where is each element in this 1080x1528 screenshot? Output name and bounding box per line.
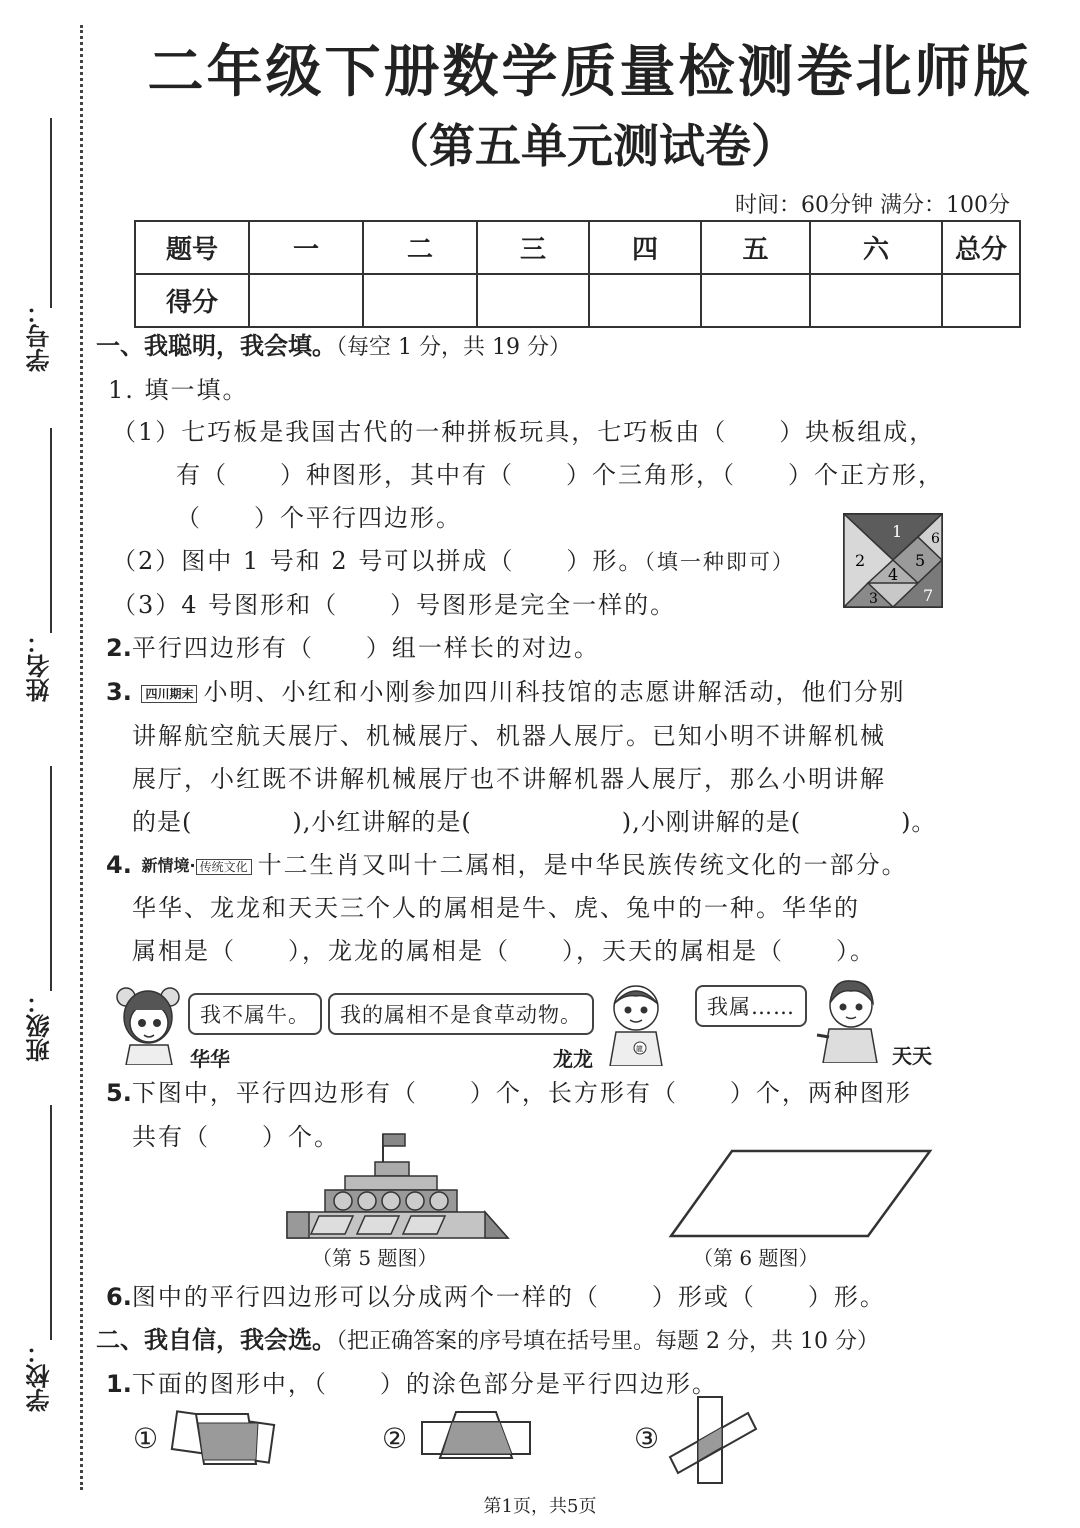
score-cell: 六 bbox=[810, 221, 942, 274]
score-cell: 总分 bbox=[942, 221, 1020, 274]
q6-number: 6. bbox=[106, 1283, 132, 1311]
q6-figure-caption: （第 6 题图） bbox=[693, 1246, 819, 1270]
longlong-boy-illustration bbox=[600, 978, 670, 1066]
q6-text: 图中的平行四边形可以分成两个一样的（ ）形或（ ）形。 bbox=[131, 1283, 886, 1311]
q3-line3: 展厅，小红既不讲解机械展厅也不讲解机器人展厅，那么小明讲解 bbox=[132, 765, 886, 793]
xuexiao-label: 学校： bbox=[26, 1340, 54, 1412]
huahua-girl-illustration bbox=[112, 975, 187, 1065]
q5-number: 5. bbox=[106, 1079, 132, 1107]
xingming-label: 姓名： bbox=[26, 630, 54, 702]
s2-q1-number: 1. bbox=[106, 1370, 132, 1398]
q2-number: 2. bbox=[106, 634, 132, 662]
q4-line1 bbox=[106, 845, 908, 880]
q3-line2: 讲解航空航天展厅、机械展厅、机器人展厅。已知小明不讲解机械 bbox=[132, 722, 886, 750]
section-1-title: 一、我聪明，我会填。 bbox=[96, 332, 336, 360]
q1-p2-text: （2）图中 1 号和 2 号可以拼成（ ）形。 bbox=[112, 547, 645, 575]
section-1-note: （每空 1 分，共 19 分） bbox=[336, 335, 571, 360]
tangram-label: 5 bbox=[915, 551, 926, 570]
q3-line4: 的是( ),小红讲解的是( ),小刚讲解的是( )。 bbox=[132, 808, 937, 836]
q1-p1-line3: （ ）个平行四边形。 bbox=[176, 504, 462, 532]
score-input-cell[interactable] bbox=[477, 274, 589, 327]
score-table bbox=[134, 220, 1021, 328]
q4-text: 十二生肖又叫十二属相，是中华民族传统文化的一部分。 bbox=[257, 851, 908, 879]
score-table-header-row bbox=[135, 221, 1020, 274]
tangram-label: 3 bbox=[869, 591, 878, 607]
score-cell: 三 bbox=[477, 221, 589, 274]
tangram-label: 7 bbox=[923, 586, 934, 605]
option-3-marker[interactable]: ③ bbox=[634, 1422, 660, 1455]
q5-line1 bbox=[106, 1073, 912, 1108]
score-input-cell[interactable] bbox=[249, 274, 363, 327]
q3-number: 3. bbox=[106, 678, 132, 706]
xuexiao-line bbox=[50, 1105, 52, 1340]
section-2-heading bbox=[96, 1320, 879, 1355]
option-1-figure[interactable] bbox=[168, 1408, 280, 1470]
score-input-cell[interactable] bbox=[810, 274, 942, 327]
s2-q1 bbox=[106, 1364, 718, 1399]
longlong-name: 龙龙 bbox=[553, 1047, 593, 1071]
option-3-figure[interactable] bbox=[666, 1395, 758, 1485]
q5-text: 下图中，平行四边形有（ ）个，长方形有（ ）个，两种图形 bbox=[131, 1079, 912, 1107]
longlong-badge-text: 龍 bbox=[636, 1045, 643, 1053]
q4-tag-sub: 传统文化 bbox=[196, 859, 252, 875]
option-2-marker[interactable]: ② bbox=[382, 1422, 408, 1455]
tangram-label: 6 bbox=[931, 531, 940, 547]
longlong-speech-bubble: 我的属相不是食草动物。 bbox=[328, 993, 594, 1035]
huahua-speech-bubble: 我不属牛。 bbox=[188, 993, 322, 1035]
q3-text: 小明、小红和小刚参加四川科技馆的志愿讲解活动，他们分别 bbox=[203, 678, 906, 706]
score-input-cell[interactable] bbox=[701, 274, 810, 327]
q4-line2: 华华、龙龙和天天三个人的属相是牛、虎、兔中的一种。华华的 bbox=[132, 894, 860, 922]
binding-dotted-line bbox=[80, 25, 83, 1490]
q4-tag-main: 新情境 bbox=[141, 856, 190, 875]
q1-p2-note: （填一种即可） bbox=[644, 550, 795, 574]
tiantian-speech-bubble: 我属…… bbox=[695, 985, 807, 1027]
q4-tag: 新情境· 传统文化 bbox=[141, 856, 251, 877]
tangram-figure bbox=[843, 513, 943, 608]
score-cell: 一 bbox=[249, 221, 363, 274]
q3-tag: 四川期末 bbox=[141, 685, 197, 703]
section-2-note: （把正确答案的序号填在括号里。每题 2 分，共 10 分） bbox=[336, 1329, 879, 1354]
xingming-line bbox=[50, 428, 52, 633]
score-table-score-row bbox=[135, 274, 1020, 327]
q2-text: 平行四边形有（ ）组一样长的对边。 bbox=[131, 634, 600, 662]
page-subtitle: （第五单元测试卷） bbox=[383, 119, 797, 173]
tangram-label: 1 bbox=[892, 522, 903, 541]
score-cell: 二 bbox=[363, 221, 477, 274]
s2-q1-text: 下面的图形中，（ ）的涂色部分是平行四边形。 bbox=[131, 1370, 718, 1398]
score-row-label: 得分 bbox=[135, 274, 249, 327]
tiantian-name: 天天 bbox=[892, 1044, 932, 1068]
q1-p3: （3）4 号图形和（ ）号图形是完全一样的。 bbox=[112, 591, 677, 619]
page-footer: 第1页，共5页 bbox=[483, 1496, 597, 1517]
banji-label: 班级： bbox=[26, 990, 54, 1062]
section-2-title: 二、我自信，我会选。 bbox=[96, 1326, 336, 1354]
option-2-figure[interactable] bbox=[418, 1408, 533, 1464]
q6 bbox=[106, 1277, 886, 1312]
option-1-marker[interactable]: ① bbox=[133, 1422, 159, 1455]
xuehao-line bbox=[50, 118, 52, 308]
q1-head: 1. 填一填。 bbox=[108, 376, 249, 404]
score-input-cell[interactable] bbox=[363, 274, 477, 327]
score-input-cell[interactable] bbox=[942, 274, 1020, 327]
q5-line2: 共有（ ）个。 bbox=[132, 1123, 340, 1151]
exam-meta: 时间：60分钟 满分：100分 bbox=[735, 193, 1010, 218]
q3-line1 bbox=[106, 672, 905, 707]
q4-number: 4. bbox=[106, 851, 132, 879]
q1-p2 bbox=[112, 541, 795, 576]
tiantian-boy-illustration bbox=[815, 975, 883, 1063]
page-title: 二年级下册数学质量检测卷北师版 bbox=[147, 39, 1033, 105]
tangram-label: 4 bbox=[888, 565, 899, 584]
q1-p1-line2: 有（ ）种图形，其中有（ ）个三角形，（ ）个正方形， bbox=[176, 461, 944, 489]
q2 bbox=[106, 628, 600, 663]
score-cell: 题号 bbox=[135, 221, 249, 274]
banji-line bbox=[50, 766, 52, 991]
q5-figure-caption: （第 5 题图） bbox=[312, 1246, 438, 1270]
parallelogram-figure bbox=[668, 1148, 933, 1240]
xuehao-label: 学号： bbox=[26, 300, 54, 372]
huahua-name: 华华 bbox=[190, 1047, 230, 1071]
q4-line3: 属相是（ ），龙龙的属相是（ ），天天的属相是（ ）。 bbox=[132, 937, 876, 965]
tangram-label: 2 bbox=[855, 551, 866, 570]
score-cell: 四 bbox=[589, 221, 701, 274]
q1-p1-line1: （1）七巧板是我国古代的一种拼板玩具，七巧板由（ ）块板组成， bbox=[112, 418, 936, 446]
score-cell: 五 bbox=[701, 221, 810, 274]
ship-figure bbox=[285, 1130, 510, 1240]
score-input-cell[interactable] bbox=[589, 274, 701, 327]
section-1-heading bbox=[96, 326, 571, 361]
